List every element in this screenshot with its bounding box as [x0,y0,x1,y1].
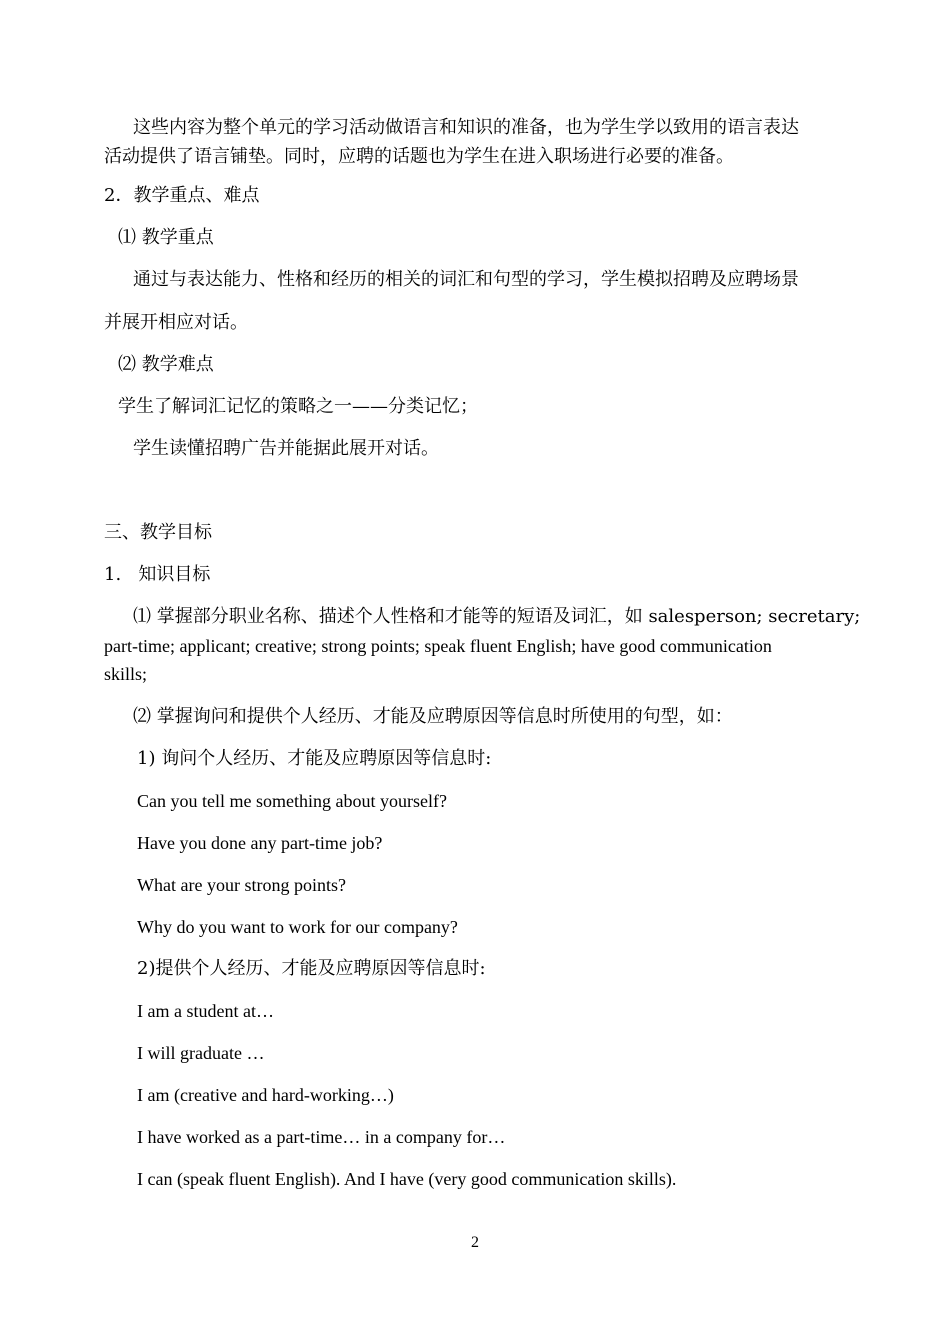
intro-line-1: 这些内容为整个单元的学习活动做语言和知识的准备，也为学生学以致用的语言表达 [133,117,799,138]
give-sentence: I am (creative and hard-working…) [137,1085,394,1105]
item-1-line-1: ⑴ 掌握部分职业名称、描述个人性格和才能等的短语及词汇，如 salesperson; secretary; [133,606,861,627]
ask-sentence: Have you done any part-time job? [137,833,383,853]
ask-sentence: Why do you want to work for our company? [137,917,458,937]
give-sentence: I have worked as a part-time… in a company for… [137,1127,506,1147]
difficulty-line-2: 学生读懂招聘广告并能据此展开对话。 [133,438,439,459]
knowledge-goals-heading: 1. 知识目标 [104,564,211,585]
page-number: 2 [471,1234,479,1251]
intro-line-2: 活动提供了语言铺垫。同时，应聘的话题也为学生在进入职场进行必要的准备。 [104,146,734,167]
section-3-heading: 三、教学目标 [104,522,212,543]
item-1-line-2: part-time; applicant; creative; strong points; speak fluent English; have good communication [104,636,772,656]
difficulty-heading: ⑵ 教学难点 [118,354,214,375]
focus-line-1: 通过与表达能力、性格和经历的相关的词汇和句型的学习，学生模拟招聘及应聘场景 [133,269,799,290]
item-1-line-3: skills; [104,664,148,684]
focus-heading: ⑴ 教学重点 [118,227,214,248]
give-sentence: I will graduate … [137,1043,265,1063]
focus-line-2: 并展开相应对话。 [104,312,248,333]
give-sentence: I can (speak fluent English). And I have (very good communication skills). [137,1169,677,1189]
give-sentence: I am a student at… [137,1001,274,1021]
ask-sentence: Can you tell me something about yourself? [137,791,447,811]
ask-heading: 1) 询问个人经历、才能及应聘原因等信息时: [137,748,492,769]
give-heading: 2)提供个人经历、才能及应聘原因等信息时: [137,958,486,979]
section-2-heading: 2．教学重点、难点 [104,185,260,206]
difficulty-line-1: 学生了解词汇记忆的策略之一——分类记忆； [118,396,478,417]
ask-sentence: What are your strong points? [137,875,346,895]
item-2: ⑵ 掌握询问和提供个人经历、才能及应聘原因等信息时所使用的句型，如： [133,706,733,727]
